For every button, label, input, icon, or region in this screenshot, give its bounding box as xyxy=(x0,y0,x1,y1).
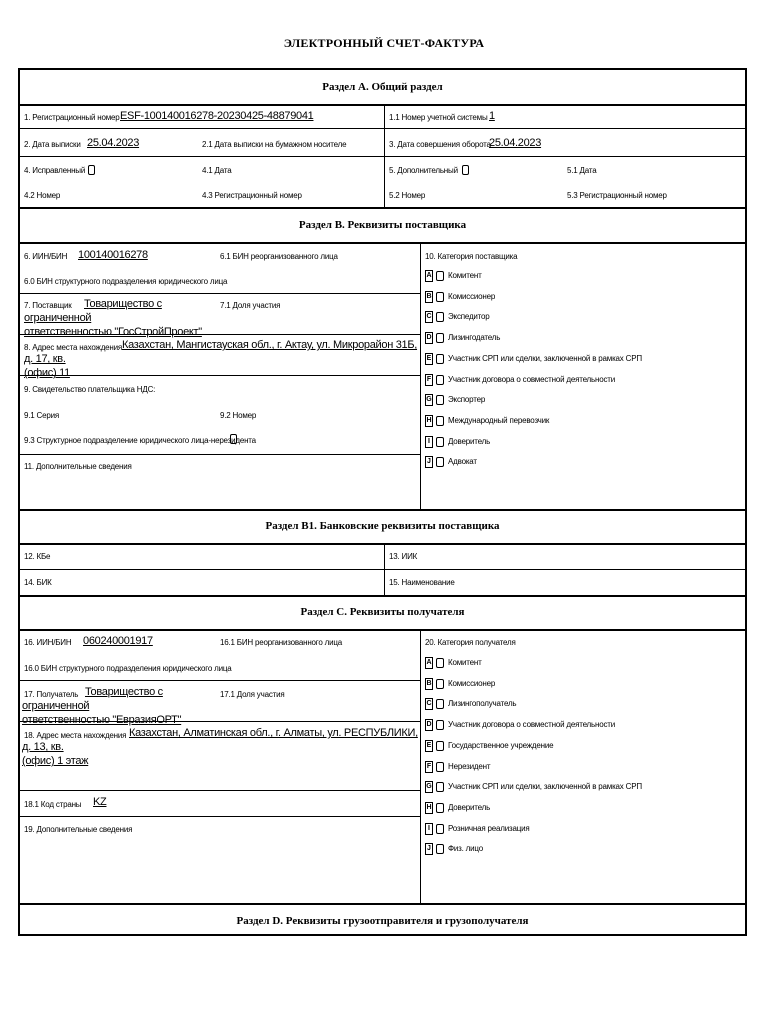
section-b-heading: Раздел B. Реквизиты поставщика xyxy=(298,219,467,231)
recipient-share-label: 17.1 Доля участия xyxy=(220,690,285,699)
section-c-heading: Раздел C. Реквизиты получателя xyxy=(300,606,465,618)
category-label: Экспедитор xyxy=(448,312,490,322)
category-item[interactable] xyxy=(425,761,725,775)
supplier-iin-label: 6. ИИН/БИН xyxy=(24,252,68,261)
recipient-name: Товарищество с ограниченной ответственностью "ЕвразияОРТ" xyxy=(22,686,182,726)
category-checkbox[interactable] xyxy=(436,679,444,689)
corrected-checkbox[interactable] xyxy=(88,165,95,175)
category-item[interactable] xyxy=(425,740,725,754)
reg-number-5-3-label: 5.3 Регистрационный номер xyxy=(567,191,667,200)
category-label: Комиссионер xyxy=(448,678,496,688)
country-code-label: 18.1 Код страны xyxy=(24,800,82,809)
section-b1-heading: Раздел B1. Банковские реквизиты поставщика xyxy=(265,520,500,532)
category-label: Лизингополучатель xyxy=(448,699,517,709)
supplier-struct-label: 6.0 БИН структурного подразделения юридического лица xyxy=(24,277,228,286)
category-letter: A xyxy=(425,270,433,282)
recipient-label: 17. Получатель xyxy=(24,690,79,699)
category-label: Участник договора о совместной деятельности xyxy=(448,720,615,730)
category-checkbox[interactable] xyxy=(436,782,444,792)
recipient-address-label: 18. Адрес места нахождения xyxy=(24,731,127,740)
category-checkbox[interactable] xyxy=(436,741,444,751)
category-label: Комитент xyxy=(448,658,482,667)
category-checkbox[interactable] xyxy=(436,312,444,322)
accounting-system-label: 1.1 Номер учетной системы xyxy=(389,113,488,122)
supplier-share-label: 7.1 Доля участия xyxy=(220,301,281,310)
additional-checkbox[interactable] xyxy=(462,165,469,175)
recipient-iin-value: 060240001917 xyxy=(83,635,153,647)
category-letter: G xyxy=(425,781,433,793)
category-item[interactable] xyxy=(425,719,725,733)
corrected-label: 4. Исправленный xyxy=(24,166,86,175)
category-item[interactable] xyxy=(425,374,725,388)
category-checkbox[interactable] xyxy=(436,803,444,813)
category-checkbox[interactable] xyxy=(436,416,444,426)
category-checkbox[interactable] xyxy=(436,762,444,772)
category-label: Экспортер xyxy=(448,395,486,405)
category-item[interactable] xyxy=(425,823,725,837)
bank-name-label: 15. Наименование xyxy=(389,578,455,587)
category-checkbox[interactable] xyxy=(436,375,444,385)
category-letter: F xyxy=(425,761,433,773)
category-item[interactable] xyxy=(425,291,725,305)
category-letter: H xyxy=(425,415,433,427)
category-checkbox[interactable] xyxy=(436,333,444,343)
category-label: Доверитель xyxy=(448,802,491,812)
supplier-label: 7. Поставщик xyxy=(24,301,72,310)
category-checkbox[interactable] xyxy=(436,292,444,302)
category-checkbox[interactable] xyxy=(436,824,444,834)
issue-date-value: 25.04.2023 xyxy=(87,137,140,149)
nonresident-checkbox[interactable] xyxy=(230,434,237,444)
category-item[interactable] xyxy=(425,394,725,408)
issue-date-label: 2. Дата выписки xyxy=(24,140,81,149)
supplier-extra-label: 11. Дополнительные сведения xyxy=(24,462,132,471)
category-label: Участник СРП или сделки, заключенной в рамках СРП xyxy=(448,782,642,792)
category-checkbox[interactable] xyxy=(436,844,444,854)
category-label: Международный перевозчик xyxy=(448,415,550,425)
category-label: Адвокат xyxy=(448,457,477,467)
nonresident-label: 9.3 Структурное подразделение юридического лица-нерезидента xyxy=(24,436,256,445)
additional-label: 5. Дополнительный xyxy=(389,166,458,175)
category-letter: B xyxy=(425,678,433,690)
category-checkbox[interactable] xyxy=(436,457,444,467)
category-item[interactable] xyxy=(425,781,725,795)
reg-number-label: 1. Регистрационный номер xyxy=(24,113,120,122)
category-label: Физ. лицо xyxy=(448,844,483,854)
category-item[interactable] xyxy=(425,698,725,712)
document-title: ЭЛЕКТРОННЫЙ СЧЕТ-ФАКТУРА xyxy=(283,36,485,50)
turnover-date-value: 25.04.2023 xyxy=(489,137,542,149)
supplier-address: Казахстан, Мангистауская обл., г. Актау, ул. Микрорайон 31Б, д. 17, кв. (офис) 11 xyxy=(24,339,418,379)
number-4-2-label: 4.2 Номер xyxy=(24,191,61,200)
category-item[interactable] xyxy=(425,843,725,857)
recipient-struct-label: 16.0 БИН структурного подразделения юридического лица xyxy=(24,664,232,673)
recipient-address: Казахстан, Алматинская обл., г. Алматы, ул. РЕСПУБЛИКИ, д. 13, кв. (офис) 1 этаж xyxy=(22,727,418,767)
category-letter: G xyxy=(425,394,433,406)
category-checkbox[interactable] xyxy=(436,437,444,447)
category-letter: E xyxy=(425,740,433,752)
supplier-name: Товарищество с ограниченной ответственностью "ГосСтройПроект" xyxy=(24,298,202,338)
category-letter: I xyxy=(425,823,433,835)
invoice-form xyxy=(18,68,747,936)
category-letter: C xyxy=(425,698,433,710)
section-a-heading: Раздел A. Общий раздел xyxy=(322,81,443,93)
category-label: Участник договора о совместной деятельности xyxy=(448,374,615,384)
recipient-reorg-label: 16.1 БИН реорганизованного лица xyxy=(220,638,342,647)
category-letter: F xyxy=(425,374,433,386)
paper-date-label: 2.1 Дата выписки на бумажном носителе xyxy=(202,140,347,149)
category-item[interactable] xyxy=(425,802,725,816)
vat-number-label: 9.2 Номер xyxy=(220,411,257,420)
category-checkbox[interactable] xyxy=(436,658,444,668)
category-letter: B xyxy=(425,291,433,303)
kbe-label: 12. КБе xyxy=(24,552,51,561)
category-label: Доверитель xyxy=(448,436,491,446)
bik-label: 14. БИК xyxy=(24,578,52,587)
category-item[interactable] xyxy=(425,332,725,346)
category-checkbox[interactable] xyxy=(436,699,444,709)
category-letter: D xyxy=(425,332,433,344)
category-letter: E xyxy=(425,353,433,365)
country-code-value: KZ xyxy=(93,796,107,808)
recipient-iin-label: 16. ИИН/БИН xyxy=(24,638,72,647)
category-checkbox[interactable] xyxy=(436,354,444,364)
category-item[interactable] xyxy=(425,311,725,325)
reg-number-value: ESF-100140016278-20230425-48879041 xyxy=(120,110,314,122)
category-letter: J xyxy=(425,456,433,468)
category-letter: I xyxy=(425,436,433,448)
category-item[interactable] xyxy=(425,436,725,450)
category-item[interactable] xyxy=(425,678,725,692)
category-item[interactable] xyxy=(425,456,725,470)
supplier-reorg-label: 6.1 БИН реорганизованного лица xyxy=(220,252,338,261)
category-label: Комитент xyxy=(448,271,482,280)
date-5-1-label: 5.1 Дата xyxy=(567,166,597,175)
category-label: Комиссионер xyxy=(448,291,496,301)
category-item[interactable] xyxy=(425,657,725,671)
category-label: Участник СРП или сделки, заключенной в рамках СРП xyxy=(448,353,642,363)
category-checkbox[interactable] xyxy=(436,720,444,730)
supplier-iin-value: 100140016278 xyxy=(78,249,148,261)
date-4-1-label: 4.1 Дата xyxy=(202,166,232,175)
category-checkbox[interactable] xyxy=(436,395,444,405)
category-item[interactable] xyxy=(425,415,725,429)
turnover-date-label: 3. Дата совершения оборота xyxy=(389,140,491,149)
category-letter: H xyxy=(425,802,433,814)
category-letter: J xyxy=(425,843,433,855)
number-5-2-label: 5.2 Номер xyxy=(389,191,426,200)
iik-label: 13. ИИК xyxy=(389,552,418,561)
supplier-category-heading: 10. Категория поставщика xyxy=(425,252,518,261)
supplier-address-label: 8. Адрес места нахождения xyxy=(24,343,123,352)
recipient-extra-label: 19. Дополнительные сведения xyxy=(24,825,133,834)
category-label: Розничная реализация xyxy=(448,823,530,833)
category-checkbox[interactable] xyxy=(436,271,444,281)
category-letter: D xyxy=(425,719,433,731)
category-letter: A xyxy=(425,657,433,669)
recipient-category-heading: 20. Категория получателя xyxy=(425,638,516,647)
vat-series-label: 9.1 Серия xyxy=(24,411,60,420)
category-item[interactable] xyxy=(425,353,725,367)
category-letter: C xyxy=(425,311,433,323)
vat-certificate-label: 9. Свидетельство плательщика НДС: xyxy=(24,385,156,394)
reg-number-4-3-label: 4.3 Регистрационный номер xyxy=(202,191,302,200)
category-item[interactable] xyxy=(425,270,725,284)
category-label: Нерезидент xyxy=(448,761,491,771)
accounting-system-value: 1 xyxy=(489,110,495,122)
category-label: Государственное учреждение xyxy=(448,740,554,750)
category-label: Лизингодатель xyxy=(448,333,501,343)
section-d-heading: Раздел D. Реквизиты грузоотправителя и грузополучателя xyxy=(236,915,529,927)
